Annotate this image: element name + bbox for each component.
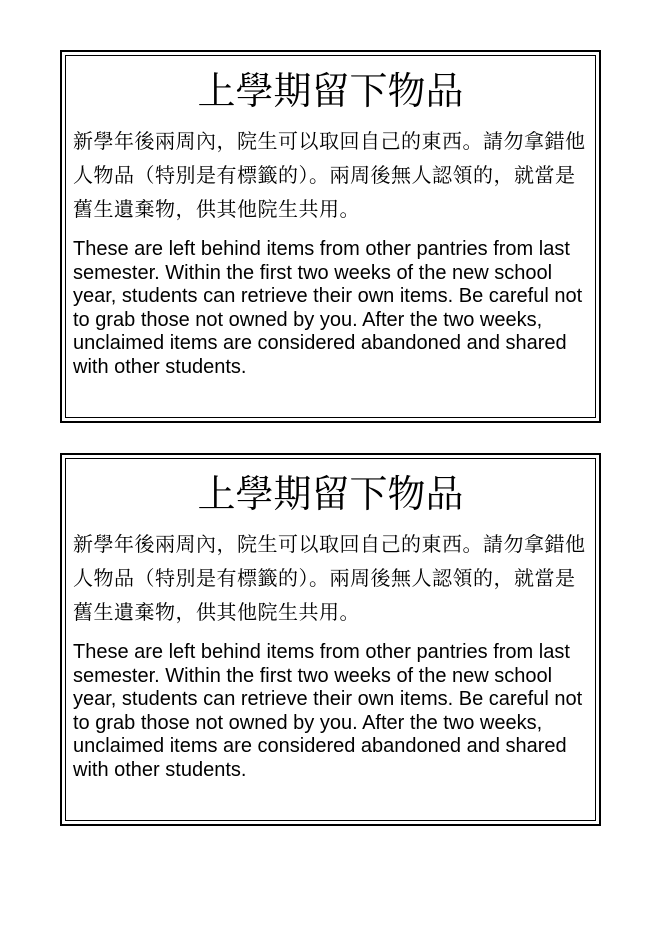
- notice-chinese-text: 新學年後兩周內，院生可以取回自己的東西。請勿拿錯他人物品（特別是有標籤的）。兩周後無人認領的，就當是舊生遺棄物，供其他院生共用。: [73, 129, 586, 221]
- notice-title: 上學期留下物品: [197, 69, 464, 113]
- notice-card-inner-border: [65, 458, 596, 821]
- notice-card-2: [60, 453, 601, 826]
- notice-chinese-text: 新學年後兩周內，院生可以取回自己的東西。請勿拿錯他人物品（特別是有標籤的）。兩周後無人認領的，就當是舊生遺棄物，供其他院生共用。: [73, 532, 586, 624]
- notice-english-text: These are left behind items from other pantries from last semester. Within the first two weeks of the new school year, students can retrieve their own items. Be careful not to grab those not owned by you. After the two weeks, unclaimed items are considered abandoned and shared with other students.: [73, 238, 583, 378]
- notice-card-inner-border: [65, 55, 596, 418]
- notice-card-1: [60, 50, 601, 423]
- notice-english-text: These are left behind items from other pantries from last semester. Within the first two weeks of the new school year, students can retrieve their own items. Be careful not to grab those not owned by you. After the two weeks, unclaimed items are considered abandoned and shared with other students.: [73, 641, 583, 781]
- notice-title: 上學期留下物品: [197, 472, 464, 516]
